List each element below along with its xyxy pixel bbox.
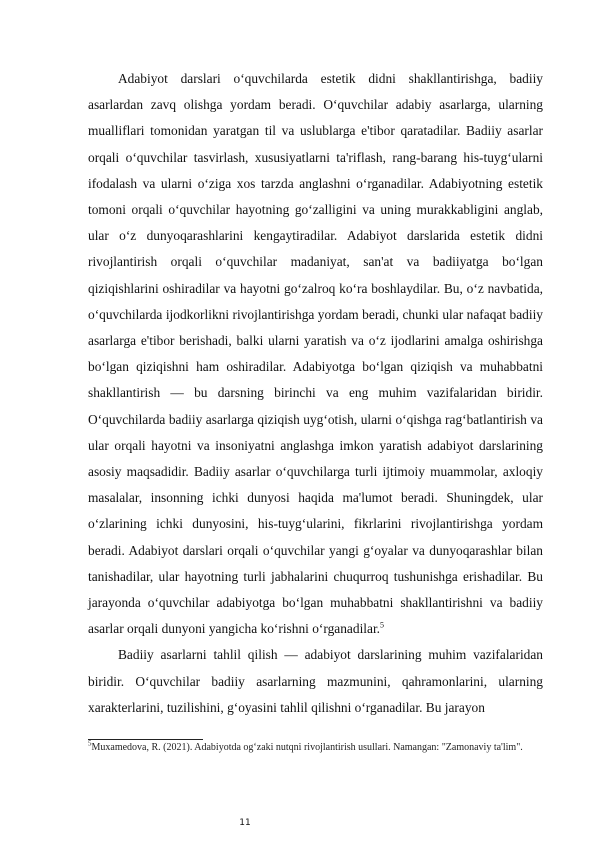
page-number: 11 (239, 818, 251, 828)
footnote-text: Muxamedova, R. (2021). Adabiyotda og‘zaki nutqni rivojlantirish usullari. Namangan: "Zamonaviy ta'lim". (91, 742, 523, 753)
footnote-mark: 5 (88, 739, 92, 748)
footnote-reference[interactable]: 5 (380, 620, 385, 630)
paragraph-2 (88, 642, 543, 721)
page-body (88, 66, 543, 721)
footnote-divider (88, 739, 203, 740)
paragraph-1-text: Adabiyot darslari o‘quvchilarda estetik didni shakllantirishga, badiiy asarlardan zavq olishga yordam beradi. O‘quvchilar adabiy asarlarga, ularning mualliflari tomonidan yaratgan til va uslublarga e'tibor qaratadilar. Badiiy asarlar orqali o‘quvchilar tasvirlash, xususiyatlarni ta'riflash, rang-barang his-tuyg‘ularni ifodalash va ularni o‘ziga xos tarzda anglashni o‘rganadilar. Adabiyotning estetik tomoni orqali o‘quvchilar hayotning go‘zalligini va uning murakkabligini anglab, ular o‘z dunyoqarashlarini kengaytiradilar. Adabiyot darslarida estetik didni rivojlantirish orqali o‘quvchilar madaniyat, san'at va badiiyatga bo‘lgan qiziqishlarini oshiradilar va hayotni go‘zalroq ko‘ra boshlaydilar. Bu, o‘z navbatida, o‘quvchilarda ijodkorlikni rivojlantirishga yordam beradi, chunki ular nafaqat badiiy asarlarga e'tibor berishadi, balki ularni yaratish va o‘z ijodlarini amalga oshirishga bo‘lgan qiziqishni ham oshiradilar. Adabiyotga bo‘lgan qiziqish va muhabbatni shakllantirish — bu darsning birinchi va eng muhim vazifalaridan biridir. O‘quvchilarda badiiy asarlarga qiziqish uyg‘otish, ularni o‘qishga rag‘batlantirish va ular orqali hayotni va insoniyatni anglashga imkon yaratish adabiyot darslarining asosiy maqsadidir. Badiiy asarlar o‘quvchilarga turli ijtimoiy muammolar, axloqiy masalalar, insonning ichki dunyosi haqida ma'lumot beradi. Shuningdek, ular o‘zlarining ichki dunyosini, his-tuyg‘ularini, fikrlarini rivojlantirishga yordam beradi. Adabiyot darslari orqali o‘quvchilar yangi g‘oyalar va dunyoqarashlar bilan tanishadilar, ular hayotning turli jabhalarini chuqurroq tushunishga erishadilar. Bu jarayonda o‘quvchilar adabiyotga bo‘lgan muhabbatni shakllantirishni va badiiy asarlar orqali dunyoni yangicha ko‘rishni o‘rganadilar. (88, 71, 543, 637)
paragraph-2-text: Badiiy asarlarni tahlil qilish — adabiyot darslarining muhim vazifalaridan biridir. O‘quvchilar badiiy asarlarning mazmunini, qahramonlarini, ularning xarakterlarini, tuzilishini, g‘oyasini tahlil qilishni o‘rganadilar. Bu jarayon (88, 647, 543, 715)
footnote (88, 739, 543, 755)
paragraph-1 (88, 66, 543, 642)
